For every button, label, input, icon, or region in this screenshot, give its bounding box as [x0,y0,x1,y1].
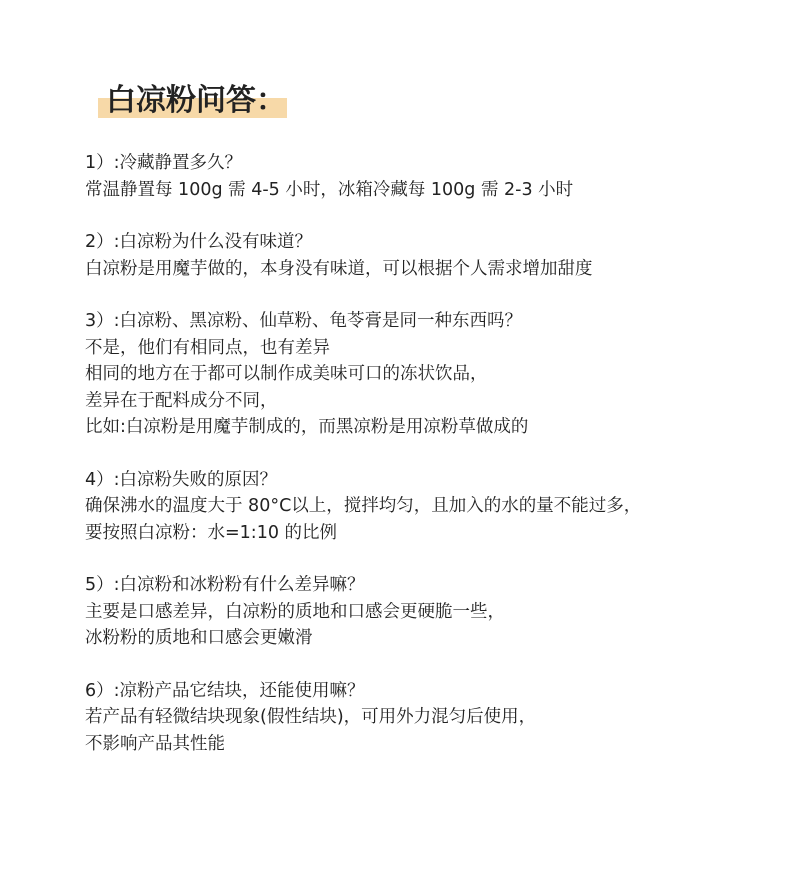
answer-6-line-1: 若产品有轻微结块现象(假性结块)，可用外力混匀后使用， [85,707,537,727]
question-1: 1）:冷藏静置多久？ [85,153,243,173]
question-4: 4）:白凉粉失败的原因？ [85,469,278,490]
answer-4-line-1: 确保沸水的温度大于 80°C以上，搅拌均匀，且加入的水的量不能过多， [85,496,642,516]
answer-1-line-1: 常温静置每 100g 需 4-5 小时，冰箱冷藏每 100g 需 2-3 小时 [85,179,574,200]
qa-item-1 [85,150,775,203]
qa-item-4 [85,467,775,547]
answer-3-line-2: 相同的地方在于都可以制作成美味可口的冻状饮品， [85,364,488,384]
title-block [98,78,286,124]
answer-5-line-2: 冰粉粉的质地和口感会更嫩滑 [85,628,313,648]
qa-list [85,150,775,783]
answer-6-line-2: 不影响产品其性能 [85,733,225,754]
qa-item-5 [85,572,775,652]
answer-5-line-1: 主要是口感差异，白凉粉的质地和口感会更硬脆一些， [85,601,505,622]
page-title: 白凉粉问答： [106,83,286,118]
question-2: 2）:白凉粉为什么没有味道？ [85,232,313,252]
answer-3-line-4: 比如:白凉粉是用魔芋制成的，而黑凉粉是用凉粉草做成的 [85,417,529,437]
qa-item-3 [85,308,775,441]
answer-3-line-1: 不是，他们有相同点，也有差异 [85,337,330,358]
answer-4-line-2: 要按照白凉粉：水=1:10 的比例 [85,522,338,543]
question-6: 6）:凉粉产品它结块，还能使用嘛？ [85,680,365,701]
answer-3-line-3: 差异在于配料成分不同， [85,390,278,411]
question-3: 3）:白凉粉、黑凉粉、仙草粉、龟苓膏是同一种东西吗？ [85,311,523,331]
answer-2-line-1: 白凉粉是用魔芋做的，本身没有味道，可以根据个人需求增加甜度 [85,258,593,279]
question-5: 5）:白凉粉和冰粉粉有什么差异嘛？ [85,575,365,595]
qa-item-2 [85,229,775,282]
qa-item-6 [85,678,775,758]
